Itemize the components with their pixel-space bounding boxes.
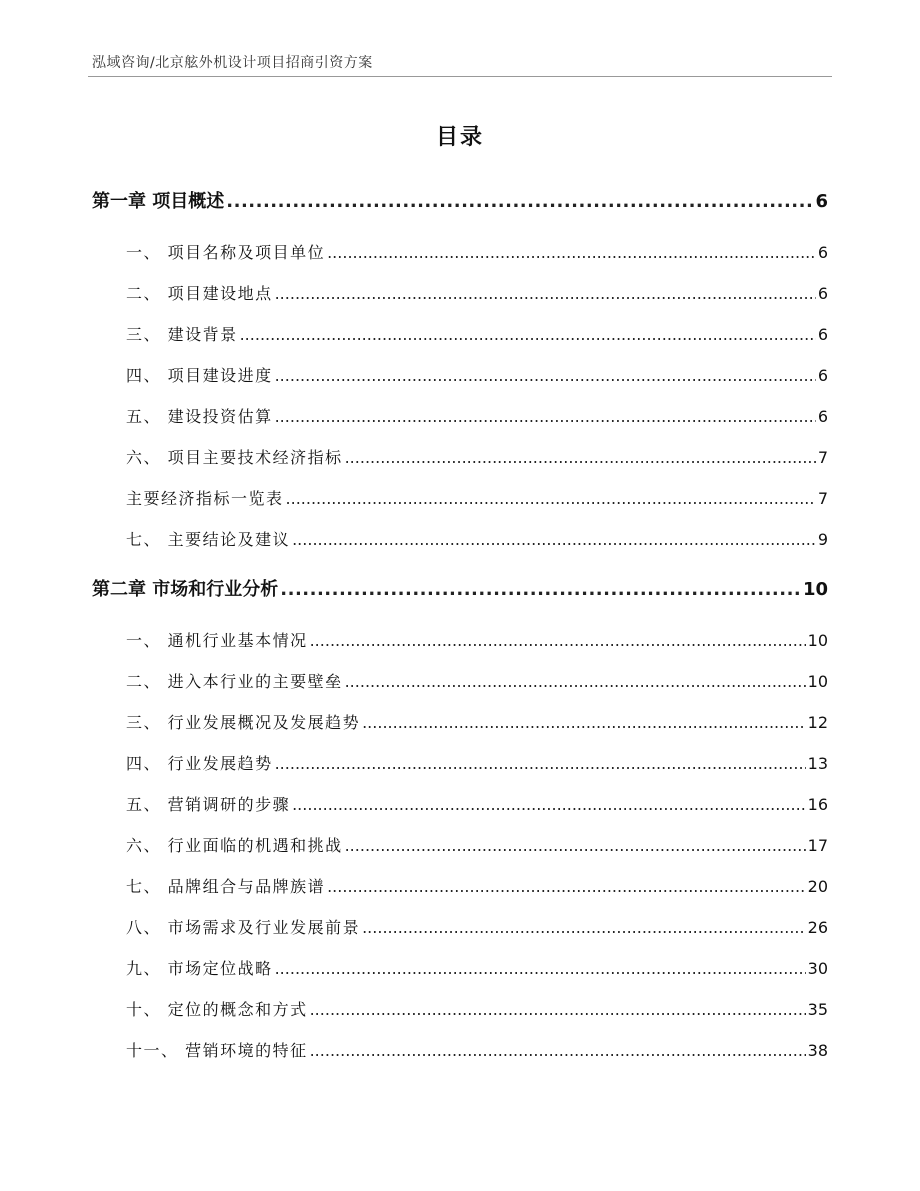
toc-page-number: 38 <box>807 1041 828 1060</box>
toc-leader-dots <box>345 661 806 702</box>
toc-leader-dots <box>275 948 806 989</box>
toc-entry[interactable] <box>92 661 828 702</box>
toc-page-number: 6 <box>817 284 828 303</box>
toc-entry[interactable] <box>92 825 828 866</box>
toc-entry-label: 三、 建设背景 <box>126 325 238 344</box>
toc-page-number: 10 <box>802 579 828 600</box>
toc-leader-dots <box>327 232 816 273</box>
toc-entry[interactable] <box>92 437 828 478</box>
toc-page-number: 16 <box>807 795 828 814</box>
toc-entry[interactable] <box>92 519 828 560</box>
toc-entry[interactable] <box>92 232 828 273</box>
toc-leader-dots <box>226 182 813 222</box>
toc-leader-dots <box>345 437 816 478</box>
toc-page-number: 9 <box>817 530 828 549</box>
toc-page-number: 6 <box>815 191 828 212</box>
toc-entry[interactable] <box>92 989 828 1030</box>
toc-entry[interactable] <box>92 948 828 989</box>
toc-leader-dots <box>362 907 806 948</box>
toc-page-number: 6 <box>817 366 828 385</box>
toc-chapter-label: 第一章 项目概述 <box>92 191 225 212</box>
toc-entry[interactable] <box>92 396 828 437</box>
toc-leader-dots <box>280 570 801 610</box>
toc-entry[interactable] <box>92 314 828 355</box>
toc-entry-label: 一、 项目名称及项目单位 <box>126 243 326 262</box>
toc-entry-label: 二、 进入本行业的主要壁垒 <box>126 672 343 691</box>
toc-entry-label: 十一、 营销环境的特征 <box>126 1041 308 1060</box>
toc-entry[interactable] <box>92 620 828 661</box>
toc-chapter-1[interactable] <box>92 182 828 222</box>
toc-chapter-label: 第二章 市场和行业分析 <box>92 579 279 600</box>
toc-page-number: 12 <box>807 713 828 732</box>
toc-page-number: 6 <box>817 243 828 262</box>
toc-entry-label: 九、 市场定位战略 <box>126 959 273 978</box>
toc-entry[interactable] <box>92 273 828 314</box>
toc-page-number: 35 <box>807 1000 828 1019</box>
toc-page-number: 6 <box>817 325 828 344</box>
toc-leader-dots <box>362 702 806 743</box>
page-header: 泓域咨询/北京舷外机设计项目招商引资方案 <box>92 55 373 71</box>
toc-entry-label: 六、 行业面临的机遇和挑战 <box>126 836 343 855</box>
toc-leader-dots <box>275 355 816 396</box>
toc-entry[interactable] <box>92 907 828 948</box>
toc-page-number: 6 <box>817 407 828 426</box>
toc-entry[interactable] <box>92 784 828 825</box>
toc-leader-dots <box>286 478 816 519</box>
toc-leader-dots <box>292 519 816 560</box>
toc-page-number: 13 <box>807 754 828 773</box>
toc-chapter-2[interactable] <box>92 570 828 610</box>
toc-entry[interactable] <box>92 478 828 519</box>
toc-entry[interactable] <box>92 743 828 784</box>
toc-entry[interactable] <box>92 702 828 743</box>
toc-leader-dots <box>275 396 816 437</box>
toc-entry-label: 二、 项目建设地点 <box>126 284 273 303</box>
toc-leader-dots <box>275 273 816 314</box>
toc-entry-label: 五、 建设投资估算 <box>126 407 273 426</box>
toc-entry-label: 三、 行业发展概况及发展趋势 <box>126 713 361 732</box>
toc-entry[interactable] <box>92 355 828 396</box>
toc-page-number: 7 <box>817 448 828 467</box>
toc-entry-label: 四、 行业发展趋势 <box>126 754 273 773</box>
toc-page-number: 26 <box>807 918 828 937</box>
toc-page-number: 20 <box>807 877 828 896</box>
toc-entry-label: 四、 项目建设进度 <box>126 366 273 385</box>
header-divider <box>88 76 832 77</box>
toc-leader-dots <box>240 314 816 355</box>
toc-entry[interactable] <box>92 866 828 907</box>
toc-leader-dots <box>327 866 806 907</box>
toc-page-number: 17 <box>807 836 828 855</box>
toc-entry-label: 一、 通机行业基本情况 <box>126 631 308 650</box>
toc-entry[interactable] <box>92 1030 828 1071</box>
toc-entry-label: 七、 主要结论及建议 <box>126 530 291 549</box>
toc-page-number: 30 <box>807 959 828 978</box>
toc-page-number: 10 <box>807 672 828 691</box>
toc-leader-dots <box>275 743 806 784</box>
toc-entry-label: 七、 品牌组合与品牌族谱 <box>126 877 326 896</box>
toc-entry-label: 八、 市场需求及行业发展前景 <box>126 918 361 937</box>
table-of-contents <box>92 172 828 1071</box>
toc-leader-dots <box>292 784 806 825</box>
toc-leader-dots <box>310 989 806 1030</box>
toc-entry-label: 五、 营销调研的步骤 <box>126 795 291 814</box>
toc-entry-label: 六、 项目主要技术经济指标 <box>126 448 343 467</box>
toc-leader-dots <box>310 620 806 661</box>
toc-leader-dots <box>310 1030 806 1071</box>
toc-entry-label: 主要经济指标一览表 <box>126 489 284 508</box>
toc-leader-dots <box>345 825 806 866</box>
toc-page-number: 7 <box>817 489 828 508</box>
toc-entry-label: 十、 定位的概念和方式 <box>126 1000 308 1019</box>
toc-page-number: 10 <box>807 631 828 650</box>
toc-title: 目录 <box>435 125 484 150</box>
